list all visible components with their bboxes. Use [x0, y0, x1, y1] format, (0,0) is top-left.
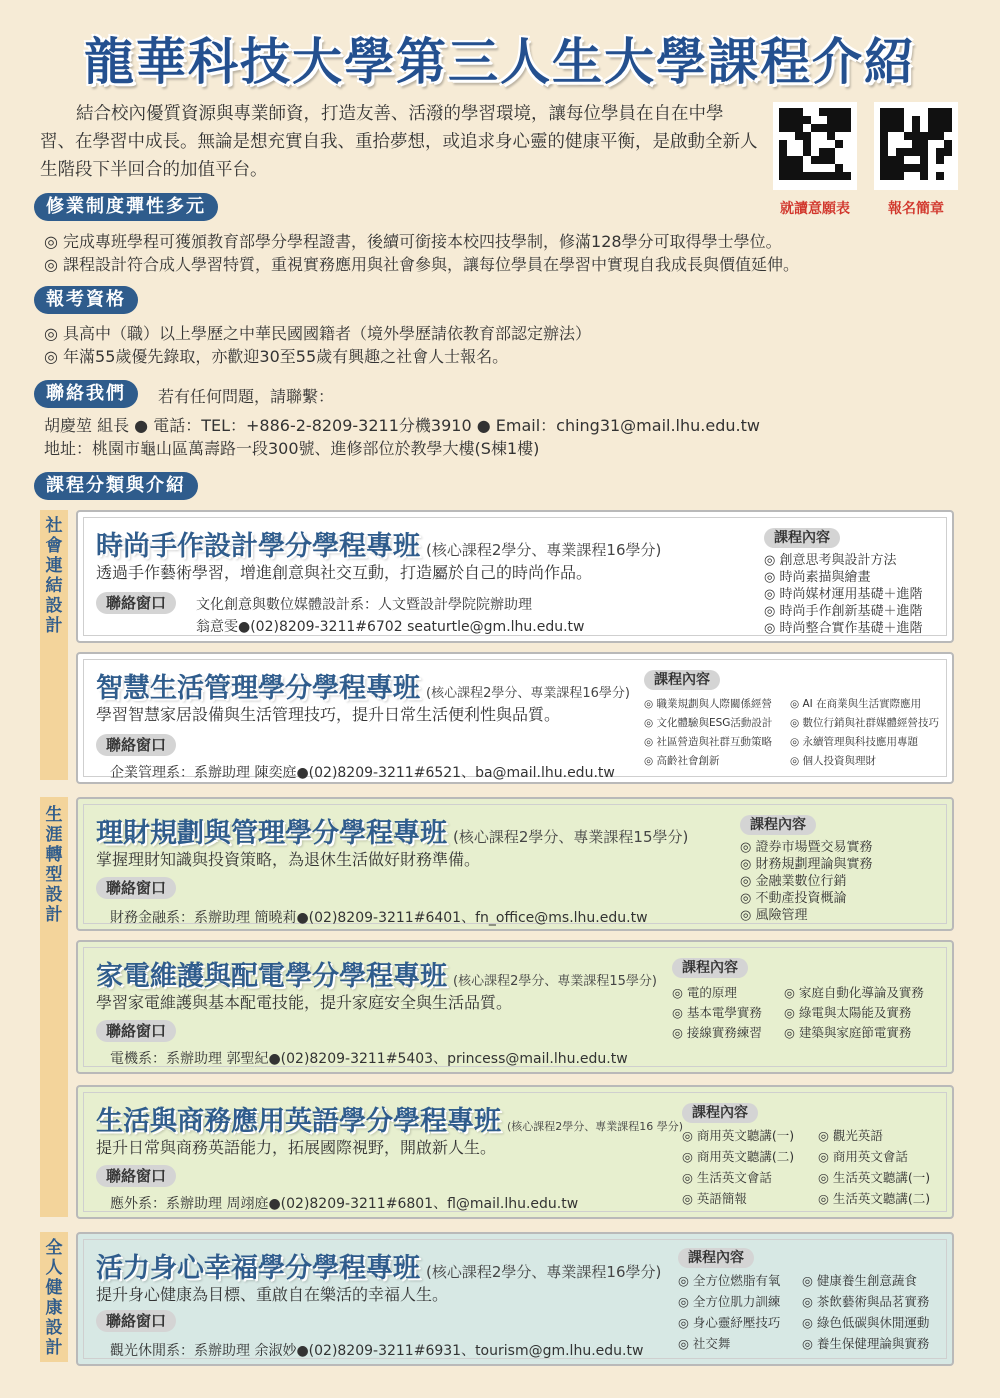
course-content-label: 課程內容: [672, 958, 748, 978]
program-card-fashion: [76, 510, 954, 643]
course-item: ◎ 職業規劃與人際關係經營: [644, 698, 772, 710]
program-contact: 翁意雯●(02)8209-3211#6702 seaturtle@gm.lhu.edu.tw: [196, 619, 585, 635]
course-item: ◎ 高齡社會創新: [644, 755, 720, 767]
contact-window-label: 聯絡窗口: [96, 592, 176, 614]
course-item: ◎ 生活英文會話: [682, 1170, 772, 1185]
course-item: ◎ 建築與家庭節電實務: [784, 1025, 912, 1040]
flex-item: ◎ 完成專班學程可獲頒教育部學分學程證書，後續可銜接本校四技學制，修滿128學分可取得學士學位。: [44, 232, 782, 251]
program-title: 活力身心幸福學分學程專班 (核心課程2學分、專業課程16學分): [96, 1253, 662, 1284]
course-item: ◎ 接線實務練習: [672, 1025, 762, 1040]
address-line: 地址：桃園市龜山區萬壽路一段300號、進修部位於教學大樓(S棟1樓): [44, 439, 540, 458]
course-item: ◎ 家庭自動化導論及實務: [784, 985, 924, 1000]
course-item: ◎ AI 在商業與生活實際應用: [790, 698, 922, 710]
course-item: ◎ 英語簡報: [682, 1191, 747, 1206]
category-label-health: [40, 1232, 68, 1362]
course-item: ◎ 基本電學實務: [672, 1005, 762, 1020]
course-item: ◎ 時尚整合實作基礎＋進階: [764, 621, 923, 636]
category-label-text: 社 會 連 結 設 計: [45, 516, 63, 636]
program-contact: 電機系：系辦助理 郭聖紀●(02)8209-3211#5403、princess@mail.lhu.edu.tw: [110, 1051, 628, 1067]
section-heading-qualify: 報考資格: [34, 286, 138, 314]
contact-line: 胡慶堃 組長 ● 電話：TEL：+886-2-8209-3211分機3910 ● Email：ching31@mail.lhu.edu.tw: [44, 416, 760, 435]
course-item: ◎ 商用英文會話: [818, 1149, 908, 1164]
program-description: 提升日常與商務英語能力，拓展國際視野，開啟新人生。: [96, 1138, 497, 1157]
course-item: ◎ 綠色低碳與休閒運動: [802, 1315, 930, 1330]
course-item: ◎ 個人投資與理財: [790, 755, 876, 767]
program-title: 時尚手作設計學分學程專班 (核心課程2學分、專業課程16學分): [96, 531, 662, 562]
program-contact: 文化創意與數位媒體設計系：人文暨設計學院院辦助理: [196, 597, 532, 613]
category-label-career: [40, 797, 68, 1217]
program-contact: 觀光休閒系：系辦助理 余淑妙●(02)8209-3211#6931、tourism@gm.lhu.edu.tw: [110, 1343, 644, 1359]
course-item: ◎ 茶飲藝術與品茗實務: [802, 1294, 930, 1309]
course-item: ◎ 數位行銷與社群媒體經營技巧: [790, 717, 939, 729]
course-content-label: 課程內容: [764, 528, 840, 548]
course-item: ◎ 文化體驗與ESG活動設計: [644, 717, 773, 729]
program-title: 智慧生活管理學分學程專班 (核心課程2學分、專業課程16學分): [96, 673, 630, 704]
category-label-text: 全 人 健 康 設 計: [45, 1238, 63, 1358]
program-card-smart-living: [76, 652, 954, 784]
qr-code-icon: [880, 108, 952, 180]
contact-window-label: 聯絡窗口: [96, 877, 176, 899]
course-item: ◎ 金融業數位行銷: [740, 874, 847, 889]
qr-code-brochure[interactable]: [874, 102, 958, 190]
course-item: ◎ 綠電與太陽能及實務: [784, 1005, 912, 1020]
course-item: ◎ 財務規劃理論與實務: [740, 857, 873, 872]
course-item: ◎ 社區營造與社群互動策略: [644, 736, 772, 748]
contact-window-label: 聯絡窗口: [96, 1310, 176, 1332]
program-description: 透過手作藝術學習，增進創意與社交互動，打造屬於自己的時尚作品。: [96, 563, 593, 582]
course-item: ◎ 全方位燃脂有氧: [678, 1273, 781, 1288]
qualify-item: ◎ 具高中（職）以上學歷之中華民國國籍者（境外學歷請依教育部認定辦法）: [44, 324, 592, 343]
qr-label-intent-form: 就讀意願表: [780, 201, 850, 217]
course-item: ◎ 證券市場暨交易實務: [740, 840, 873, 855]
qualify-item: ◎ 年滿55歲優先錄取，亦歡迎30至55歲有興趣之社會人士報名。: [44, 347, 509, 366]
flex-item: ◎ 課程設計符合成人學習特質，重視實務應用與社會參與，讓每位學員在學習中實現自我成長與價值延伸。: [44, 255, 800, 274]
course-item: ◎ 時尚手作創新基礎＋進階: [764, 604, 923, 619]
course-item: ◎ 時尚素描與繪畫: [764, 570, 871, 585]
contact-note: 若有任何問題，請聯繫：: [158, 387, 335, 406]
course-item: ◎ 商用英文聽講(一): [682, 1128, 795, 1143]
course-item: ◎ 觀光英語: [818, 1128, 883, 1143]
course-item: ◎ 商用英文聽講(二): [682, 1149, 795, 1164]
course-content-label: 課程內容: [740, 815, 816, 835]
program-title: 家電維護與配電學分學程專班 (核心課程2學分、專業課程15學分): [96, 961, 657, 992]
course-content-label: 課程內容: [644, 670, 720, 690]
course-item: ◎ 生活英文聽講(二): [818, 1191, 931, 1206]
course-item: ◎ 社交舞: [678, 1336, 731, 1351]
course-content-label: 課程內容: [682, 1103, 758, 1123]
course-item: ◎ 創意思考與設計方法: [764, 553, 897, 568]
qr-code-icon: [779, 108, 851, 180]
program-card-wellness: [76, 1232, 954, 1366]
program-title: 理財規劃與管理學分學程專班 (核心課程2學分、專業課程15學分): [96, 818, 689, 849]
course-item: ◎ 永續管理與科技應用專題: [790, 736, 918, 748]
course-content-label: 課程內容: [678, 1248, 754, 1268]
section-heading-courses: 課程分類與介紹: [34, 472, 198, 500]
program-card-english: [76, 1085, 954, 1219]
page-title: 龍華科技大學第三人生大學課程介紹: [84, 33, 916, 91]
program-contact: 應外系：系辦助理 周翊庭●(02)8209-3211#6801、fl@mail.lhu.edu.tw: [110, 1196, 579, 1212]
section-heading-flex: 修業制度彈性多元: [34, 193, 218, 221]
qr-code-intent-form[interactable]: [773, 102, 857, 190]
contact-window-label: 聯絡窗口: [96, 734, 176, 756]
program-card-electrical: [76, 940, 954, 1074]
qr-label-brochure: 報名簡章: [888, 201, 944, 217]
program-description: 學習智慧家居設備與生活管理技巧，提升日常生活便利性與品質。: [96, 705, 561, 724]
section-heading-contact: 聯絡我們: [34, 380, 138, 408]
intro-paragraph: 結合校內優質資源與專業師資，打造友善、活潑的學習環境，讓每位學員在自在中學習、在學習中成長。無論是想充實自我、重拾夢想，或追求身心靈的健康平衡，是啟動全新人生階段下半回合的加值平台。: [40, 104, 758, 180]
contact-window-label: 聯絡窗口: [96, 1020, 176, 1042]
course-item: ◎ 風險管理: [740, 908, 808, 923]
category-label-text: 生 涯 轉 型 設 計: [45, 805, 63, 925]
course-item: ◎ 電的原理: [672, 985, 737, 1000]
program-description: 掌握理財知識與投資策略，為退休生活做好財務準備。: [96, 850, 481, 869]
category-label-social: [40, 510, 68, 780]
program-contact: 財務金融系：系辦助理 簡曉莉●(02)8209-3211#6401、fn_office@ms.lhu.edu.tw: [110, 910, 648, 926]
course-item: ◎ 全方位肌力訓練: [678, 1294, 781, 1309]
course-item: ◎ 時尚媒材運用基礎＋進階: [764, 587, 923, 602]
program-card-finance: [76, 797, 954, 931]
course-item: ◎ 生活英文聽講(一): [818, 1170, 931, 1185]
course-item: ◎ 養生保健理論與實務: [802, 1336, 930, 1351]
program-contact: 企業管理系：系辦助理 陳奕庭●(02)8209-3211#6521、ba@mail.lhu.edu.tw: [110, 765, 615, 781]
course-item: ◎ 健康養生創意蔬食: [802, 1273, 917, 1288]
program-description: 提升身心健康為目標、重啟自在樂活的幸福人生。: [96, 1285, 449, 1304]
course-item: ◎ 不動產投資概論: [740, 891, 847, 906]
course-item: ◎ 身心靈紓壓技巧: [678, 1315, 781, 1330]
program-title: 生活與商務應用英語學分學程專班 (核心課程2學分、專業課程16 學分): [96, 1106, 684, 1137]
contact-window-label: 聯絡窗口: [96, 1165, 176, 1187]
program-description: 學習家電維護與基本配電技能，提升家庭安全與生活品質。: [96, 993, 513, 1012]
